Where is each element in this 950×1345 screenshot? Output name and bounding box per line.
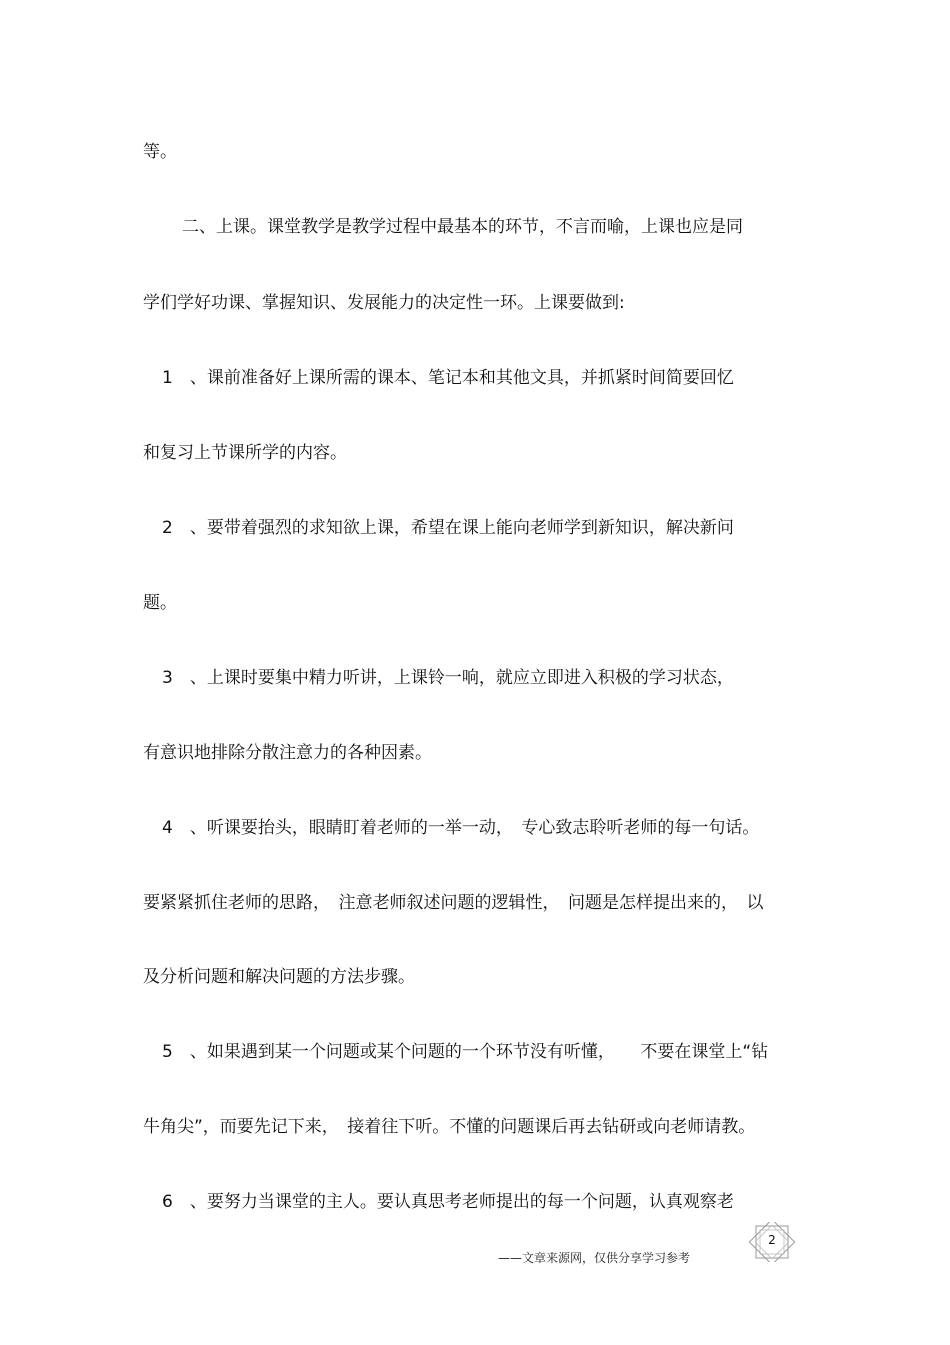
- paragraph-line: 学们学好功课、掌握知识、发展能力的决定性一环。上课要做到:: [143, 293, 625, 313]
- list-item-line: 4 、听课要抬头，眼睛盯着老师的一举一动， 专心致志聆听老师的每一句话。: [162, 818, 760, 838]
- paragraph-line: 等。: [143, 142, 177, 162]
- paragraph-line: 和复习上节课所学的内容。: [143, 443, 347, 463]
- page-number: 2: [768, 1233, 776, 1247]
- list-item-line: 6 、要努力当课堂的主人。要认真思考老师提出的每一个问题，认真观察老: [162, 1192, 734, 1212]
- list-item-line: 1 、课前准备好上课所需的课本、笔记本和其他文具，并抓紧时间简要回忆: [162, 368, 734, 388]
- paragraph-line: 二、上课。课堂教学是教学过程中最基本的环节，不言而喻，上课也应是同: [182, 217, 743, 237]
- list-item-line: 3 、上课时要集中精力听讲，上课铃一响，就应立即进入积极的学习状态，: [162, 668, 734, 688]
- paragraph-line: 要紧紧抓住老师的思路， 注意老师叙述问题的逻辑性， 问题是怎样提出来的， 以: [143, 893, 764, 913]
- paragraph-line: 及分析问题和解决问题的方法步骤。: [143, 967, 415, 987]
- footer-note: ——文章来源网，仅供分享学习参考: [498, 1251, 691, 1265]
- paragraph-line: 有意识地排除分散注意力的各种因素。: [143, 743, 432, 763]
- paragraph-line: 题。: [143, 593, 177, 613]
- list-item-line: 5 、如果遇到某一个问题或某个问题的一个环节没有听懂， 不要在课堂上“钻: [162, 1042, 769, 1062]
- list-item-line: 2 、要带着强烈的求知欲上课，希望在课上能向老师学到新知识，解决新问: [162, 518, 734, 538]
- paragraph-line: 牛角尖”，而要先记下来， 接着往下听。不懂的问题课后再去钻研或向老师请教。: [143, 1117, 756, 1137]
